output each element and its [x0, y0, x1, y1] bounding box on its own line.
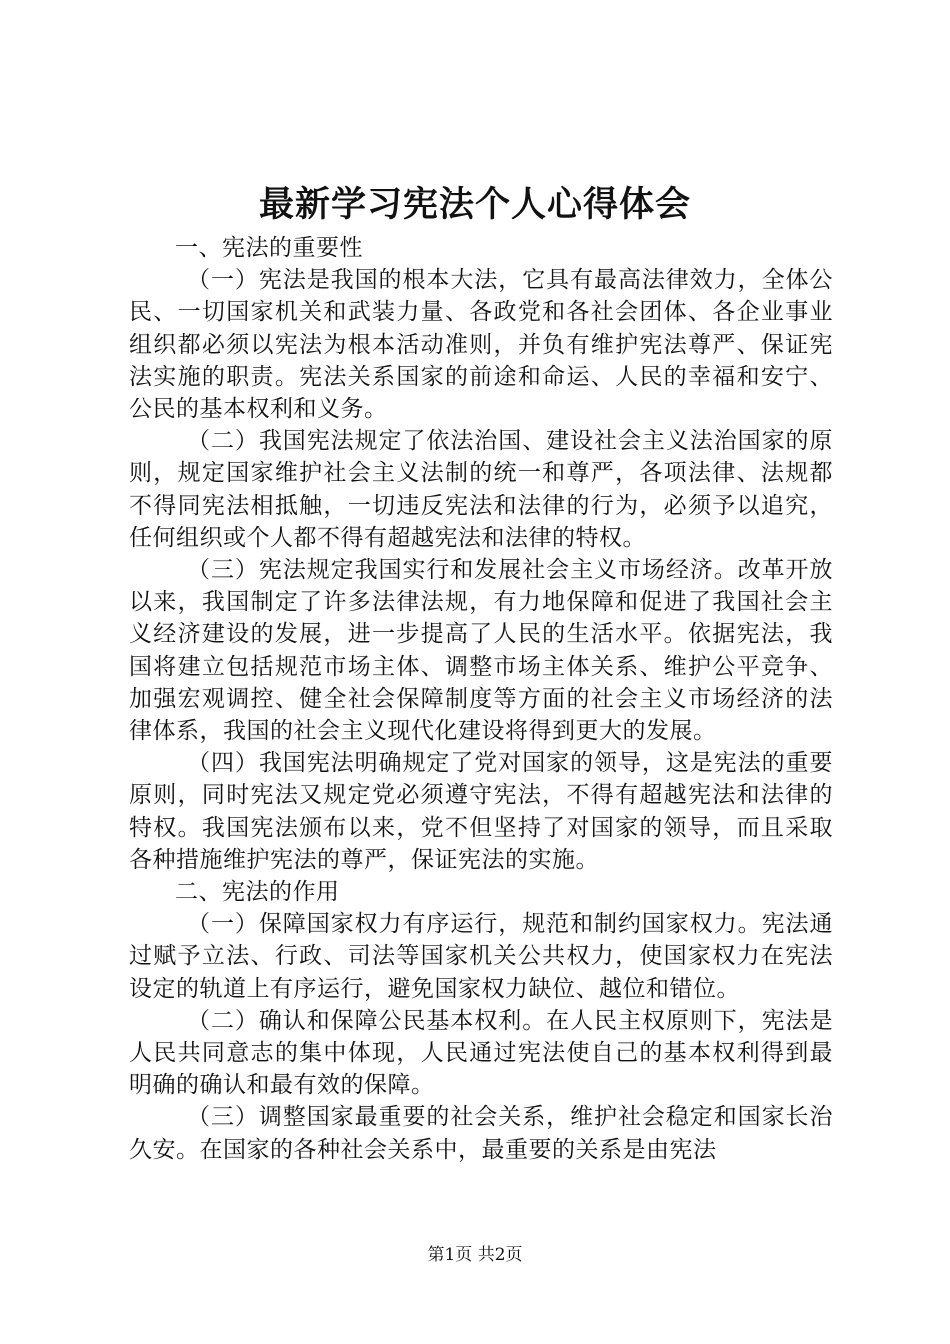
paragraph: （四）我国宪法明确规定了党对国家的领导，这是宪法的重要原则，同时宪法又规定党必须遵守宪法，不得有超越宪法和法律的特权。我国宪法颁布以来，党不但坚持了对国家的领导，而且采取各种措施维护宪法的尊严，保证宪法的实施。 — [129, 750, 833, 873]
paragraph: （二）我国宪法规定了依法治国、建设社会主义法治国家的原则，规定国家维护社会主义法制的统一和尊严，各项法律、法规都不得同宪法相抵触，一切违反宪法和法律的行为，必须予以追究，任何组织或个人都不得有超越宪法和法律的特权。 — [129, 428, 833, 551]
page-number-footer: 第1页 共2页 — [427, 1245, 523, 1265]
document-title: 最新学习宪法个人心得体会 — [258, 185, 691, 225]
paragraph: （二）确认和保障公民基本权利。在人民主权原则下，宪法是人民共同意志的集中体现，人民通过宪法使自己的基本权利得到最明确的确认和最有效的保障。 — [129, 1007, 833, 1099]
paragraph: （三）调整国家最重要的社会关系，维护社会稳定和国家长治久安。在国家的各种社会关系中，最重要的关系是由宪法 — [129, 1104, 833, 1163]
paragraph: （一）保障国家权力有序运行，规范和制约国家权力。宪法通过赋予立法、行政、司法等国家机关公共权力，使国家权力在宪法设定的轨道上有序运行，避免国家权力缺位、越位和错位。 — [129, 911, 833, 1002]
document-body — [129, 232, 833, 1166]
section-heading: 二、宪法的作用 — [175, 879, 340, 906]
section-heading: 一、宪法的重要性 — [175, 235, 363, 261]
paragraph: （一）宪法是我国的根本大法，它具有最高法律效力，全体公民、一切国家机关和武装力量、各政党和各社会团体、各企业事业组织都必须以宪法为根本活动准则，并负有维护宪法尊严、保证宪法实施的职责。宪法关系国家的前途和命运、人民的幸福和安宁、公民的基本权利和义务。 — [129, 267, 833, 423]
paragraph: （三）宪法规定我国实行和发展社会主义市场经济。改革开放以来，我国制定了许多法律法规，有力地保障和促进了我国社会主义经济建设的发展，进一步提高了人民的生活水平。依据宪法，我国将建立包括规范市场主体、调整市场主体关系、维护公平竞争、加强宏观调控、健全社会保障制度等方面的社会主义市场经济的法律体系，我国的社会主义现代化建设将得到更大的发展。 — [129, 557, 833, 745]
